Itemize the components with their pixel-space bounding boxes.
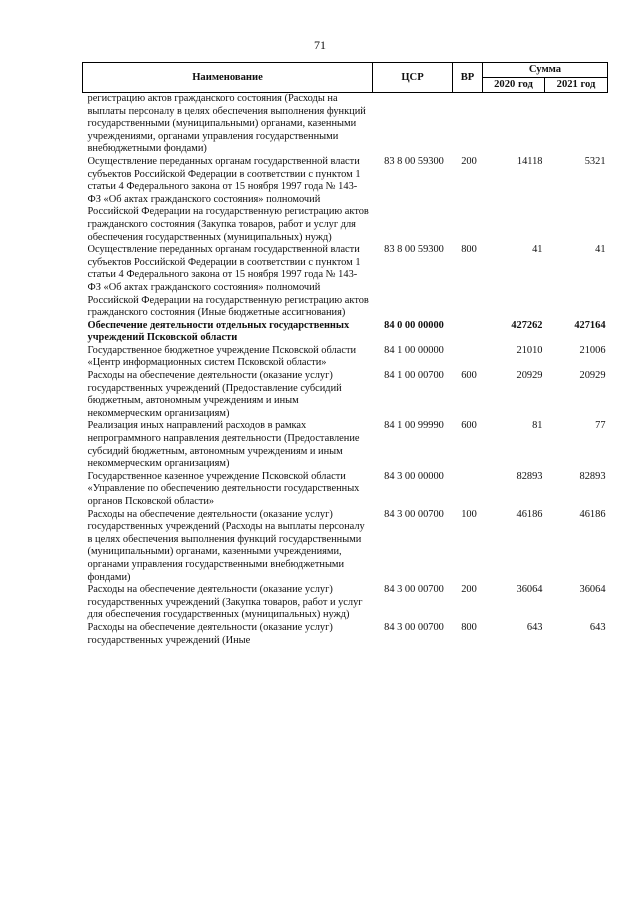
cell-amount-2020: 41 [532,244,543,256]
cell-vr [453,93,483,156]
header-sum: Сумма [483,63,608,78]
cell-name: регистрацию актов гражданского состояния (Расходы на выплаты персоналу в целях обеспечения выполнения функций государственными (муниципальными) органами, казенными учреждениями, органами управления государственными внебюджетными фондами) [87,93,366,155]
header-name: Наименование [83,63,373,93]
cell-name: Государственное бюджетное учреждение Псковской области «Центр информационных систем Псковской области» [87,344,357,369]
cell-amount-2020: 82893 [516,470,543,482]
cell-csr: 84 3 00 00700 [384,584,444,596]
cell-vr [453,320,483,345]
header-csr: ЦСР [373,63,453,93]
cell-name: Осуществление переданных органам государственной власти субъектов Российской Федерации в соответствии с пунктом 1 статьи 4 Федерального закона от 15 ноября 1997 года № 143-ФЗ «Об актах гражданского состояния» полномочий Российской Федерации на государственную регистрацию актов гражданского состояния (Закупка товаров, работ и услуг для обеспечения государственных (муниципальных) нужд) [87,155,369,243]
cell-amount-2021: 20929 [579,370,606,382]
cell-amount-2021: 36064 [579,584,606,596]
cell-amount-2021: 77 [595,420,606,432]
cell-amount-2020: 21010 [516,344,543,356]
table-row [83,320,608,345]
cell-name: Расходы на обеспечение деятельности (оказание услуг) государственных учреждений (Закупка товаров, работ и услуг для обеспечения государственных (муниципальных) нужд) [87,584,363,621]
table-body [83,93,608,648]
cell-csr [373,93,453,156]
cell-amount-2020 [483,93,545,156]
cell-vr: 600 [461,420,477,432]
table-row [83,345,608,370]
cell-csr: 83 8 00 59300 [384,244,444,256]
cell-amount-2021: 427164 [574,319,606,331]
table-row [83,156,608,244]
cell-csr: 84 1 00 99990 [384,420,444,432]
table-row [83,420,608,470]
table-row [83,471,608,509]
cell-name: Расходы на обеспечение деятельности (оказание услуг) государственных учреждений (Расходы на выплаты персоналу в целях обеспечения выполнения функций государственными (муниципальными) органами, казенными учреждениями, органами управления государственными внебюджетными фондами) [87,508,365,583]
cell-name: Осуществление переданных органам государственной власти субъектов Российской Федерации в соответствии с пунктом 1 статьи 4 Федерального закона от 15 ноября 1997 года № 143-ФЗ «Об актах гражданского состояния» полномочий Российской Федерации на государственную регистрацию актов гражданского состояния (Иные бюджетные ассигнования) [87,244,369,319]
cell-vr: 200 [461,584,477,596]
cell-name: Реализация иных направлений расходов в рамках непрограммного направления деятельности (Предоставление субсидий бюджетным, автономным учреждениям и иным некоммерческим организациям) [87,420,360,470]
cell-name: Расходы на обеспечение деятельности (оказание услуг) государственных учреждений (Предоставление субсидий бюджетным, автономным учреждениям и иным некоммерческим организациям) [87,370,342,419]
cell-amount-2020: 36064 [516,584,543,596]
cell-amount-2020: 14118 [516,155,543,167]
cell-amount-2020: 20929 [516,370,543,382]
page-number: 71 [314,38,326,52]
table-row [83,509,608,585]
table-row [83,370,608,420]
cell-amount-2020: 643 [526,621,543,633]
cell-amount-2021: 46186 [579,508,606,520]
cell-amount-2021: 82893 [579,470,606,482]
cell-amount-2020: 427262 [511,319,543,331]
cell-amount-2021: 643 [589,621,606,633]
table-row [83,622,608,647]
cell-csr: 83 8 00 59300 [384,155,444,167]
table-row [83,584,608,622]
header-year-2021: 2021 год [545,78,608,93]
cell-name: Расходы на обеспечение деятельности (оказание услуг) государственных учреждений (Иные [87,621,333,646]
cell-amount-2021: 21006 [579,344,606,356]
cell-name: Обеспечение деятельности отдельных государственных учреждений Псковской области [87,319,350,344]
header-vr: ВР [453,63,483,93]
cell-amount-2021: 41 [595,244,606,256]
cell-csr: 84 3 00 00700 [384,508,444,520]
cell-amount-2020: 46186 [516,508,543,520]
cell-name: Государственное казенное учреждение Псковской области «Управление по обеспечению деятельности государственных органов Псковской области» [87,470,360,507]
cell-csr: 84 1 00 00700 [384,370,444,382]
table-header [83,63,608,93]
cell-csr: 84 3 00 00700 [384,621,444,633]
cell-csr: 84 3 00 00000 [384,470,444,482]
cell-vr [453,471,483,509]
cell-amount-2021 [545,93,608,156]
cell-vr: 200 [461,155,477,167]
budget-table [82,62,608,647]
cell-vr: 100 [461,508,477,520]
cell-amount-2021: 5321 [584,155,606,167]
table-row [83,93,608,156]
cell-amount-2020: 81 [532,420,543,432]
cell-vr: 800 [461,621,477,633]
cell-vr [453,345,483,370]
cell-csr: 84 1 00 00000 [384,344,444,356]
header-year-2020: 2020 год [483,78,545,93]
table-row [83,244,608,320]
cell-vr: 800 [461,244,477,256]
cell-csr: 84 0 00 00000 [384,319,444,331]
cell-vr: 600 [461,370,477,382]
